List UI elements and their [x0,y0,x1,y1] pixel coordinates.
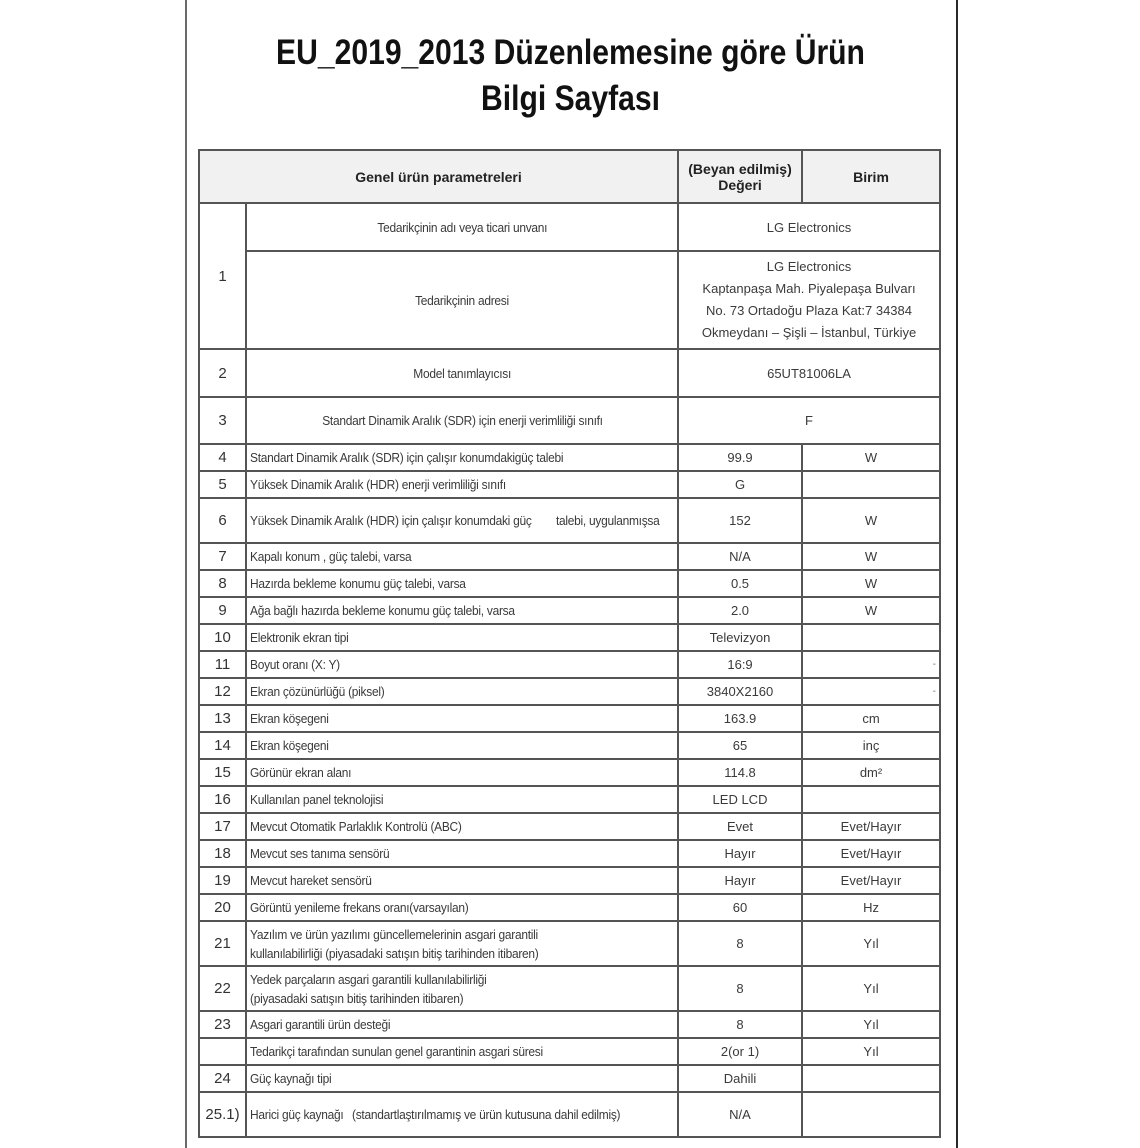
row-label-text: Kullanılan panel teknolojisi [250,792,384,807]
row-label [246,397,678,444]
row-number: 4 [199,444,246,471]
row-value: 99.9 [678,444,802,471]
table-row [199,624,940,651]
table-row [199,894,940,921]
row-number: 16 [199,786,246,813]
row-label [246,624,678,651]
supplier-address-value [678,251,940,349]
row-number: 6 [199,498,246,543]
row-unit: cm [802,705,940,732]
row-value: Dahili [678,1065,802,1092]
table-row [199,651,940,678]
table-row [199,1065,940,1092]
row-label [246,251,678,349]
row-label-text-line2: (standartlaştırılmamış ve ürün kutusuna dahil edilmiş) [351,1107,620,1122]
table-row-sdr-class [199,397,940,444]
row-label-text-line2: kullanılabilirliği (piyasadaki satışın bitiş tarihinden itibaren) [250,945,539,961]
table-row [199,597,940,624]
row-label [246,966,678,1011]
row-number: 8 [199,570,246,597]
row-label [246,444,678,471]
row-value: N/A [678,543,802,570]
row-value: LG Electronics [678,203,940,251]
row-unit: Evet/Hayır [802,867,940,894]
row-unit: W [802,543,940,570]
row-label [246,921,678,966]
row-label [246,543,678,570]
row-label [246,1065,678,1092]
address-line: Okmeydanı – Şişli – İstanbul, Türkiye [701,325,917,340]
row-unit: dm² [802,759,940,786]
row-label-text: Yüksek Dinamik Aralık (HDR) enerji verimliliği sınıfı [250,477,506,492]
address-line: Kaptanpaşa Mah. Piyalepaşa Bulvarı [702,281,916,296]
row-label [246,732,678,759]
table-row [199,921,940,966]
row-value: LED LCD [678,786,802,813]
row-label [246,705,678,732]
row-label-text: Tedarikçinin adresi [415,292,509,308]
row-value: F [678,397,940,444]
row-unit: W [802,570,940,597]
row-number: 2 [199,349,246,397]
table-row [199,543,940,570]
row-unit [802,471,940,498]
row-unit: Yıl [802,966,940,1011]
row-label-text: Ağa bağlı hazırda bekleme konumu güç talebi, varsa [250,603,515,618]
row-unit [802,786,940,813]
row-value: 2.0 [678,597,802,624]
row-label [246,349,678,397]
row-number: 3 [199,397,246,444]
row-value: N/A [678,1092,802,1137]
row-label-text: Kapalı konum , güç talebi, varsa [250,549,412,564]
row-unit: - [802,651,940,678]
table-row [199,1038,940,1065]
row-number: 15 [199,759,246,786]
row-number: 5 [199,471,246,498]
row-unit [802,1092,940,1137]
table-row [199,444,940,471]
row-label-text: Ekran çözünürlüğü (piksel) [250,684,385,699]
row-value: Televizyon [678,624,802,651]
row-label [246,867,678,894]
row-value: Hayır [678,840,802,867]
row-label [246,894,678,921]
row-number: 24 [199,1065,246,1092]
row-unit: inç [802,732,940,759]
row-number: 1 [199,203,246,349]
page-title-line1: EU_2019_2013 Düzenlemesine göre Ürün [276,33,865,72]
row-value: 0.5 [678,570,802,597]
row-label-text: Mevcut ses tanıma sensörü [250,846,390,861]
row-value: 65UT81006LA [678,349,940,397]
row-label [246,1092,678,1137]
row-value: 8 [678,921,802,966]
table-row [199,705,940,732]
table-row [199,867,940,894]
row-value: 152 [678,498,802,543]
row-number: 22 [199,966,246,1011]
row-unit: Yıl [802,921,940,966]
table-header-row [199,150,940,203]
row-number: 21 [199,921,246,966]
row-label-text: Ekran köşegeni [250,711,329,726]
row-label [246,786,678,813]
table-row [199,1092,940,1137]
table-row [199,786,940,813]
row-label-text: Hazırda bekleme konumu güç talebi, varsa [250,576,466,591]
row-label-text: Ekran köşegeni [250,738,329,753]
row-value: 3840X2160 [678,678,802,705]
row-label [246,678,678,705]
row-unit: W [802,597,940,624]
row-value: Hayır [678,867,802,894]
row-unit: Evet/Hayır [802,840,940,867]
row-label [246,1038,678,1065]
row-label [246,471,678,498]
row-label [246,759,678,786]
row-number: 19 [199,867,246,894]
row-label [246,651,678,678]
row-number: 23 [199,1011,246,1038]
row-unit: - [802,678,940,705]
row-label-text: Görünür ekran alanı [250,765,352,780]
row-number: 10 [199,624,246,651]
table-row [199,759,940,786]
row-value: 60 [678,894,802,921]
row-value: 163.9 [678,705,802,732]
row-value: 2(or 1) [678,1038,802,1065]
row-label-text: Boyut oranı (X: Y) [250,657,340,672]
address-line: No. 73 Ortadoğu Plaza Kat:7 34384 [706,303,912,318]
row-label [246,203,678,251]
row-number: 13 [199,705,246,732]
row-unit: Evet/Hayır [802,813,940,840]
row-value: G [678,471,802,498]
table-row [199,1011,940,1038]
row-label-text: Görüntü yenileme frekans oranı(varsayılan) [250,900,469,915]
address-line: LG Electronics [766,259,852,274]
row-label [246,1011,678,1038]
row-label-text: Tedarikçinin adı veya ticari unvanı [377,219,547,235]
row-value: 65 [678,732,802,759]
row-label [246,597,678,624]
table-row [199,570,940,597]
table-row [199,471,940,498]
row-label [246,840,678,867]
header-declared-value [678,150,802,203]
row-number: 14 [199,732,246,759]
row-label-text: Mevcut Otomatik Parlaklık Kontrolü (ABC) [250,819,462,834]
row-number: 7 [199,543,246,570]
row-value: 8 [678,1011,802,1038]
row-label-text-line2: (piyasadaki satışın bitiş tarihinden itibaren) [250,990,464,1006]
row-number: 12 [199,678,246,705]
row-number: 20 [199,894,246,921]
table-row [199,678,940,705]
product-info-table [198,149,941,1138]
row-value: 114.8 [678,759,802,786]
header-declared-value-line1: (Beyan edilmiş) [688,160,792,177]
row-number: 25.1) [199,1092,246,1137]
page-title [239,30,902,122]
row-label-text: Harici güç kaynağı [250,1107,344,1122]
table-row [199,966,940,1011]
table-row [199,732,940,759]
row-label [246,813,678,840]
row-label-text: Tedarikçi tarafından sunulan genel garantinin asgari süresi [250,1044,543,1059]
row-unit: Yıl [802,1038,940,1065]
row-value: 16:9 [678,651,802,678]
table-row [199,840,940,867]
row-label-text: Asgari garantili ürün desteği [250,1017,391,1032]
header-parameters: Genel ürün parametreleri [199,150,678,203]
page-title-line2: Bilgi Sayfası [480,79,660,118]
row-number: 17 [199,813,246,840]
row-unit [802,1065,940,1092]
row-label-text: Yüksek Dinamik Aralık (HDR) için çalışır konumdaki güç [250,513,532,528]
row-unit: W [802,444,940,471]
row-number: 11 [199,651,246,678]
table-row-supplier-name [199,203,940,251]
row-label-text: Mevcut hareket sensörü [250,873,372,888]
row-label-text: Model tanımlayıcısı [413,365,511,381]
row-label-text: Standart Dinamik Aralık (SDR) için çalışır konumdakigüç talebi [250,450,564,465]
row-label [246,570,678,597]
row-number: 18 [199,840,246,867]
table-row-model [199,349,940,397]
header-declared-value-line2: Değeri [718,176,762,193]
table-row [199,498,940,543]
row-unit [802,624,940,651]
table-row-supplier-address [199,251,940,349]
table-row [199,813,940,840]
row-label-text: Yazılım ve ürün yazılımı güncellemelerinin asgari garantili [250,926,538,942]
row-unit: Yıl [802,1011,940,1038]
row-unit: W [802,498,940,543]
row-label-text: Standart Dinamik Aralık (SDR) için enerji verimliliği sınıfı [321,413,603,428]
row-value: Evet [678,813,802,840]
row-unit: Hz [802,894,940,921]
row-label-text: Elektronik ekran tipi [250,630,349,645]
row-label-text: Yedek parçaların asgari garantili kullanılabilirliği [250,971,487,987]
row-value: 8 [678,966,802,1011]
row-number [199,1038,246,1065]
row-label-text-line2: talebi, uygulanmışsa [556,513,660,528]
row-number: 9 [199,597,246,624]
row-label [246,498,678,543]
row-label-text: Güç kaynağı tipi [250,1071,332,1086]
header-unit: Birim [802,150,940,203]
